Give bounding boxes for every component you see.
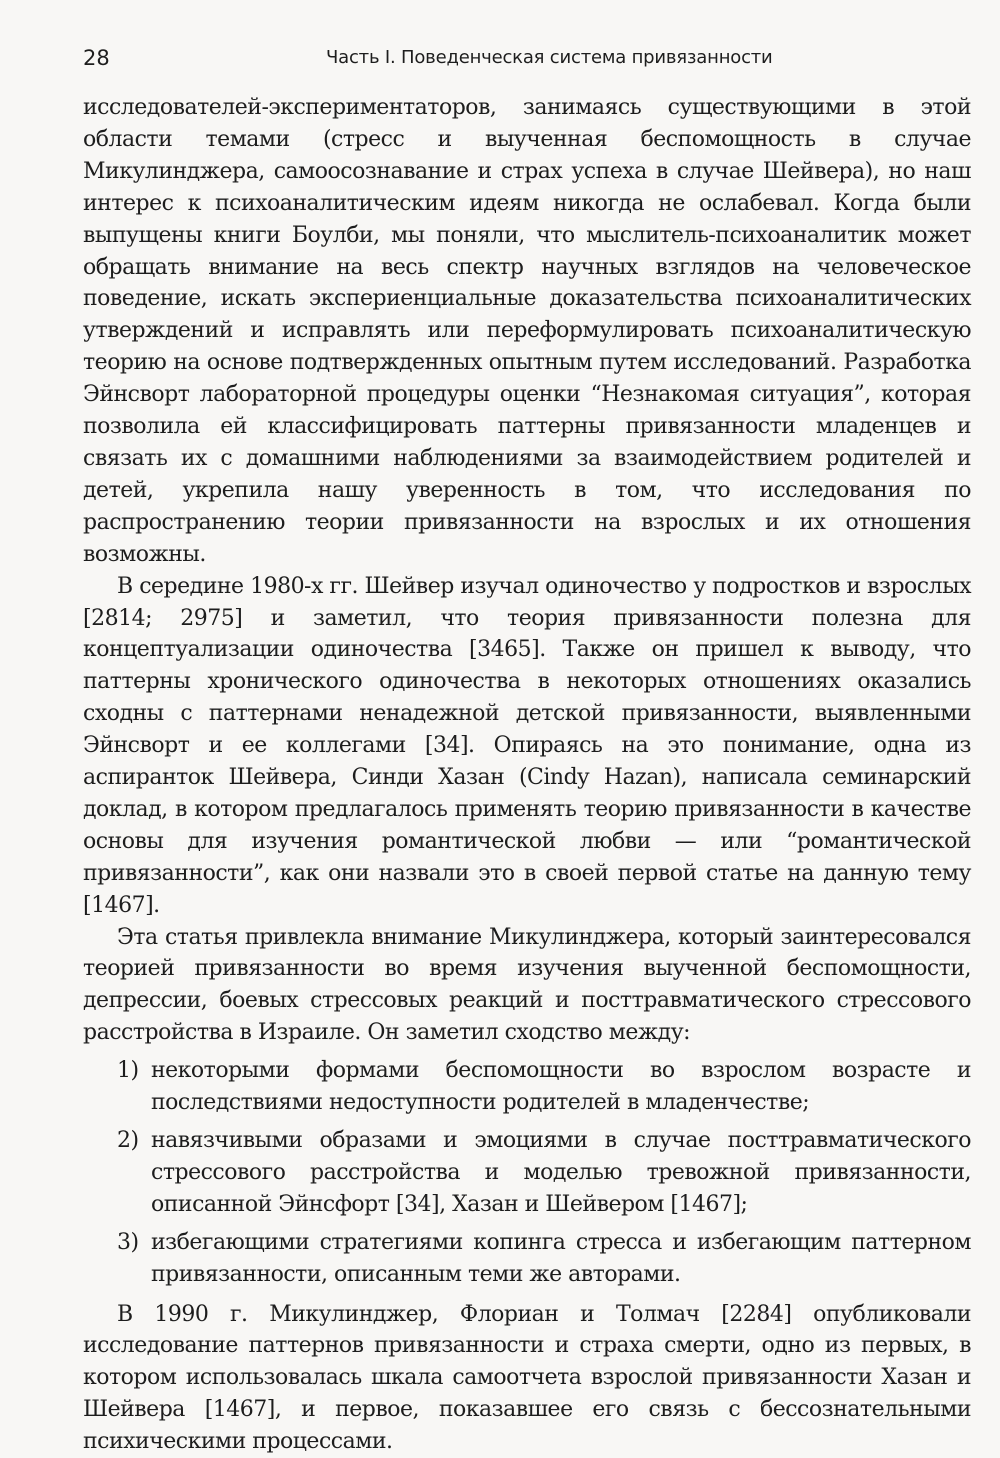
list-marker: 3) [117, 1229, 139, 1255]
body-text [83, 92, 971, 1458]
list-item-text: навязчивыми образами и эмоциями в случае посттравматического стрессового расстройства и моделью тревожной привязанности, описанной Эйнсфорт [34], Хазан и Шейвером [1467]; [151, 1128, 971, 1217]
page-number: 28 [83, 46, 110, 70]
list-marker: 1) [117, 1058, 139, 1084]
paragraph-4: В 1990 г. Микулинджер, Флориан и Толмач [2284] опубликовали исследование паттернов привязанности и страха смерти, одно из первых, в котором использовалась шкала самоотчета взрослой привязанности Хазан и Шейвера [1467], и первое, показавшее его связь с бессознательными психическими процессами. [83, 1301, 971, 1455]
paragraph-2: В середине 1980-х гг. Шейвер изучал одиночество у подростков и взрослых [2814; 2975] и заметил, что теория привязанности полезна для концептуализации одиночества [3465]. Также он пришел к выводу, что паттерны хронического одиночества в некоторых отношениях оказались сходны с паттернами ненадежной детской привязанности, выявленными Эйнсворт и ее коллегами [34]. Опираясь на это понимание, одна из аспиранток Шейвера, Синди Хазан (Cindy Hazan), написала семинарский доклад, в котором предлагалось применять теорию привязанности в качестве основы для изучения романтической любви — или “романтической привязанности”, как они назвали это в своей первой статье на данную тему [1467]. [83, 573, 971, 918]
running-head: Часть I. Поведенческая система привязанности [326, 47, 773, 68]
list-item [83, 1227, 971, 1291]
numbered-list [83, 1055, 971, 1290]
list-item [83, 1055, 971, 1119]
paragraph-3: Эта статья привлекла внимание Микулинджера, который заинтересовался теорией привязанности во время изучения выученной беспомощности, депрессии, боевых стрессовых реакций и посттравматического стрессового расстройства в Израиле. Он заметил сходство между: [83, 924, 971, 1046]
list-item-text: некоторыми формами беспомощности во взрослом возрасте и последствиями недоступности родителей в младенчестве; [151, 1058, 971, 1116]
list-item [83, 1125, 971, 1221]
list-item-text: избегающими стратегиями копинга стресса и избегающим паттерном привязанности, описанным теми же авторами. [151, 1229, 971, 1287]
paragraph-1: исследователей-экспериментаторов, занимаясь существующими в этой области темами (стресс и выученная беспомощность в случае Микулинджера, самоосознавание и страх успеха в случае Шейвера), но наш интерес к психоаналитическим идеям никогда не ослабевал. Когда были выпущены книги Боулби, мы поняли, что мыслитель-психоаналитик может обращать внимание на весь спектр научных взглядов на человеческое поведение, искать экспериенциальные доказательства психоаналитических утверждений и исправлять или переформулировать психоаналитическую теорию на основе подтвержденных опытным путем исследований. Разработка Эйнсворт лабораторной процедуры оценки “Незнакомая ситуация”, которая позволила ей классифицировать паттерны привязанности младенцев и связать их с домашними наблюдениями за взаимодействием родителей и детей, укрепила нашу уверенность в том, что исследования по распространению теории привязанности на взрослых и их отношения возможны. [83, 95, 971, 567]
page-header [83, 46, 970, 76]
list-marker: 2) [117, 1128, 139, 1153]
